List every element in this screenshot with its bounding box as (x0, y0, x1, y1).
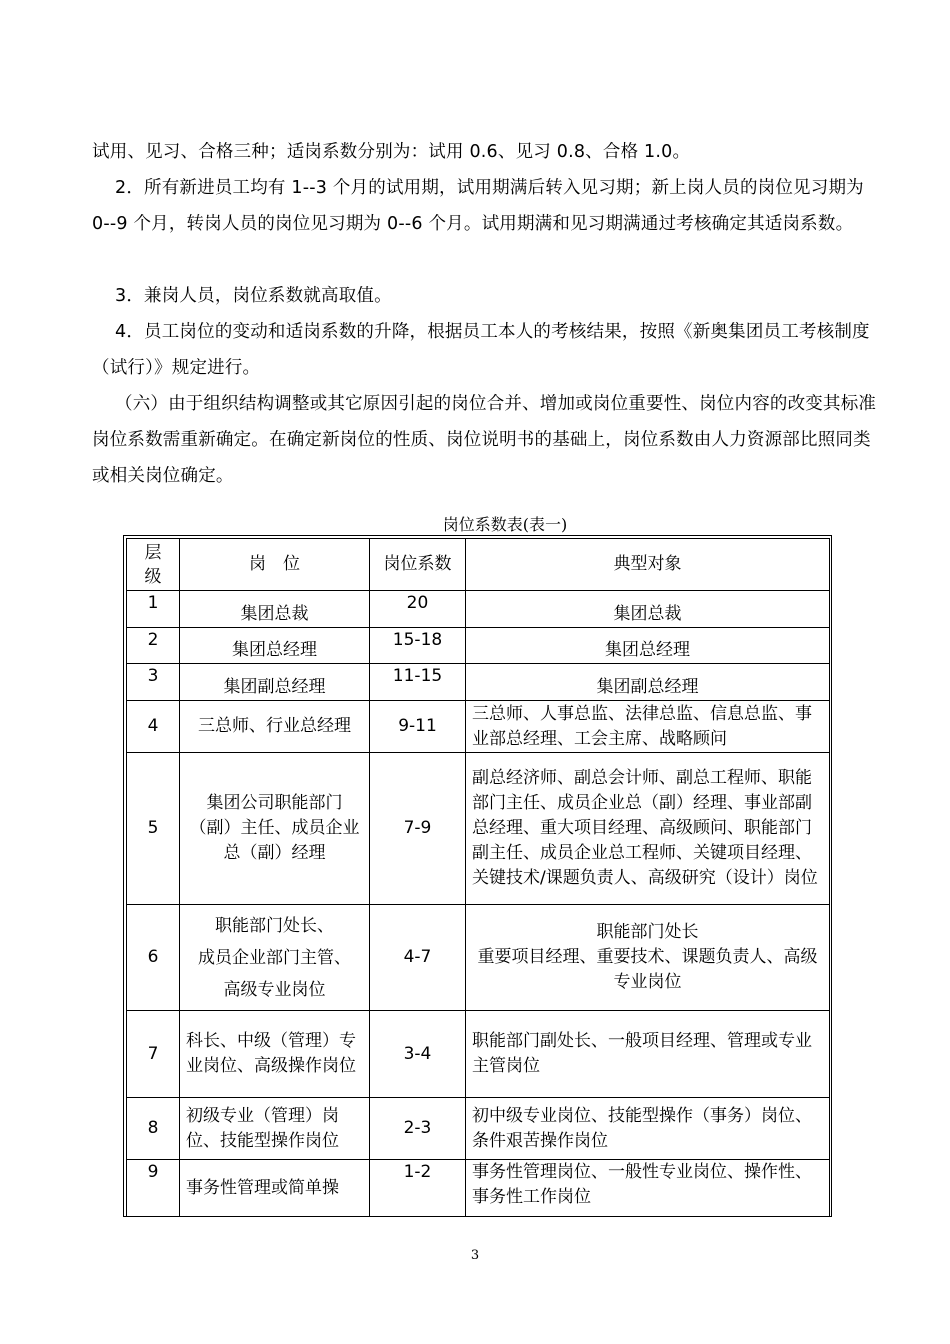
cell-coefficient: 20 (370, 591, 466, 628)
cell-position (180, 905, 370, 1011)
cell-position-line: 高级专业岗位 (223, 979, 326, 1000)
cell-position: 科长、中级（管理）专业岗位、高级操作岗位 (180, 1011, 370, 1098)
cell-typical: 三总师、人事总监、法律总监、信息总监、事业部总经理、工会主席、战略顾问 (466, 701, 830, 753)
cell-level: 3 (127, 664, 180, 701)
cell-position: 初级专业（管理）岗位、技能型操作岗位 (180, 1098, 370, 1160)
header-coefficient: 岗位系数 (370, 539, 466, 591)
cell-typical: 集团副总经理 (466, 664, 830, 701)
cell-position: 三总师、行业总经理 (180, 701, 370, 753)
cell-typical: 事务性管理岗位、一般性专业岗位、操作性、事务性工作岗位 (466, 1160, 830, 1217)
table-row (127, 1160, 830, 1217)
paragraph-trial-levels: 试用、见习、合格三种；适岗系数分别为：试用 0.6、见习 0.8、合格 1.0。 (92, 142, 691, 162)
coefficient-table (126, 538, 830, 1217)
cell-level: 6 (127, 905, 180, 1011)
cell-coefficient: 11-15 (370, 664, 466, 701)
cell-coefficient: 3-4 (370, 1011, 466, 1098)
table-row (127, 753, 830, 905)
cell-level: 2 (127, 628, 180, 664)
cell-position: 集团总经理 (180, 628, 370, 664)
cell-typical: 集团总裁 (466, 591, 830, 628)
table-row (127, 701, 830, 753)
table-header-row (127, 539, 830, 591)
page-number: 3 (470, 1248, 480, 1263)
cell-level: 8 (127, 1098, 180, 1160)
cell-level: 9 (127, 1160, 180, 1217)
cell-position-line: 成员企业部门主管、 (198, 947, 351, 968)
cell-level: 5 (127, 753, 180, 905)
cell-level: 7 (127, 1011, 180, 1098)
table-caption: 岗位系数表(表一) (442, 515, 568, 534)
table-row (127, 591, 830, 628)
cell-typical: 初中级专业岗位、技能型操作（事务）岗位、条件艰苦操作岗位 (466, 1098, 830, 1160)
cell-typical (466, 905, 830, 1011)
cell-typical: 职能部门副处长、一般项目经理、管理或专业主管岗位 (466, 1011, 830, 1098)
cell-level: 4 (127, 701, 180, 753)
cell-position: 集团副总经理 (180, 664, 370, 701)
coefficient-table-frame (123, 535, 832, 1217)
cell-position: 事务性管理或简单操 (180, 1160, 370, 1217)
cell-coefficient: 7-9 (370, 753, 466, 905)
cell-position-line: 职能部门处长、 (215, 915, 334, 936)
paragraph-concurrent-post: 3．兼岗人员，岗位系数就高取值。 (115, 286, 392, 306)
header-typical: 典型对象 (466, 539, 830, 591)
table-row (127, 628, 830, 664)
cell-coefficient: 4-7 (370, 905, 466, 1011)
cell-coefficient: 15-18 (370, 628, 466, 664)
cell-coefficient: 1-2 (370, 1160, 466, 1217)
header-position: 岗 位 (180, 539, 370, 591)
cell-typical: 副总经济师、副总会计师、副总工程师、职能部门主任、成员企业总（副）经理、事业部副总经理、重大项目经理、高级顾问、职能部门副主任、成员企业总工程师、关键项目经理、关键技术/课题负责人、高级研究（设计）岗位 (466, 753, 830, 905)
table-row (127, 1011, 830, 1098)
cell-coefficient: 9-11 (370, 701, 466, 753)
table-row (127, 905, 830, 1011)
cell-coefficient: 2-3 (370, 1098, 466, 1160)
cell-typical: 集团总经理 (466, 628, 830, 664)
cell-level: 1 (127, 591, 180, 628)
header-level: 层级 (127, 539, 180, 591)
table-row (127, 664, 830, 701)
cell-typical-line: 职能部门处长 (596, 922, 699, 942)
cell-typical-line: 重要项目经理、重要技术、课题负责人、高级专业岗位 (477, 947, 818, 992)
paragraph-restructure: （六）由于组织结构调整或其它原因引起的岗位合并、增加或岗位重要性、岗位内容的改变其标准岗位系数需重新确定。在确定新岗位的性质、岗位说明书的基础上，岗位系数由人力资源部比照同类或相关岗位确定。 (92, 394, 877, 486)
paragraph-probation-period: 2．所有新进员工均有 1--3 个月的试用期，试用期满后转入见习期；新上岗人员的岗位见习期为 0--9 个月，转岗人员的岗位见习期为 0--6 个月。试用期满和见习期满通过考核确定其适岗系数。 (92, 178, 864, 234)
cell-position: 集团公司职能部门（副）主任、成员企业总（副）经理 (180, 753, 370, 905)
paragraph-post-change: 4．员工岗位的变动和适岗系数的升降，根据员工本人的考核结果，按照《新奥集团员工考核制度（试行）》规定进行。 (92, 322, 870, 378)
table-row (127, 1098, 830, 1160)
cell-position: 集团总裁 (180, 591, 370, 628)
